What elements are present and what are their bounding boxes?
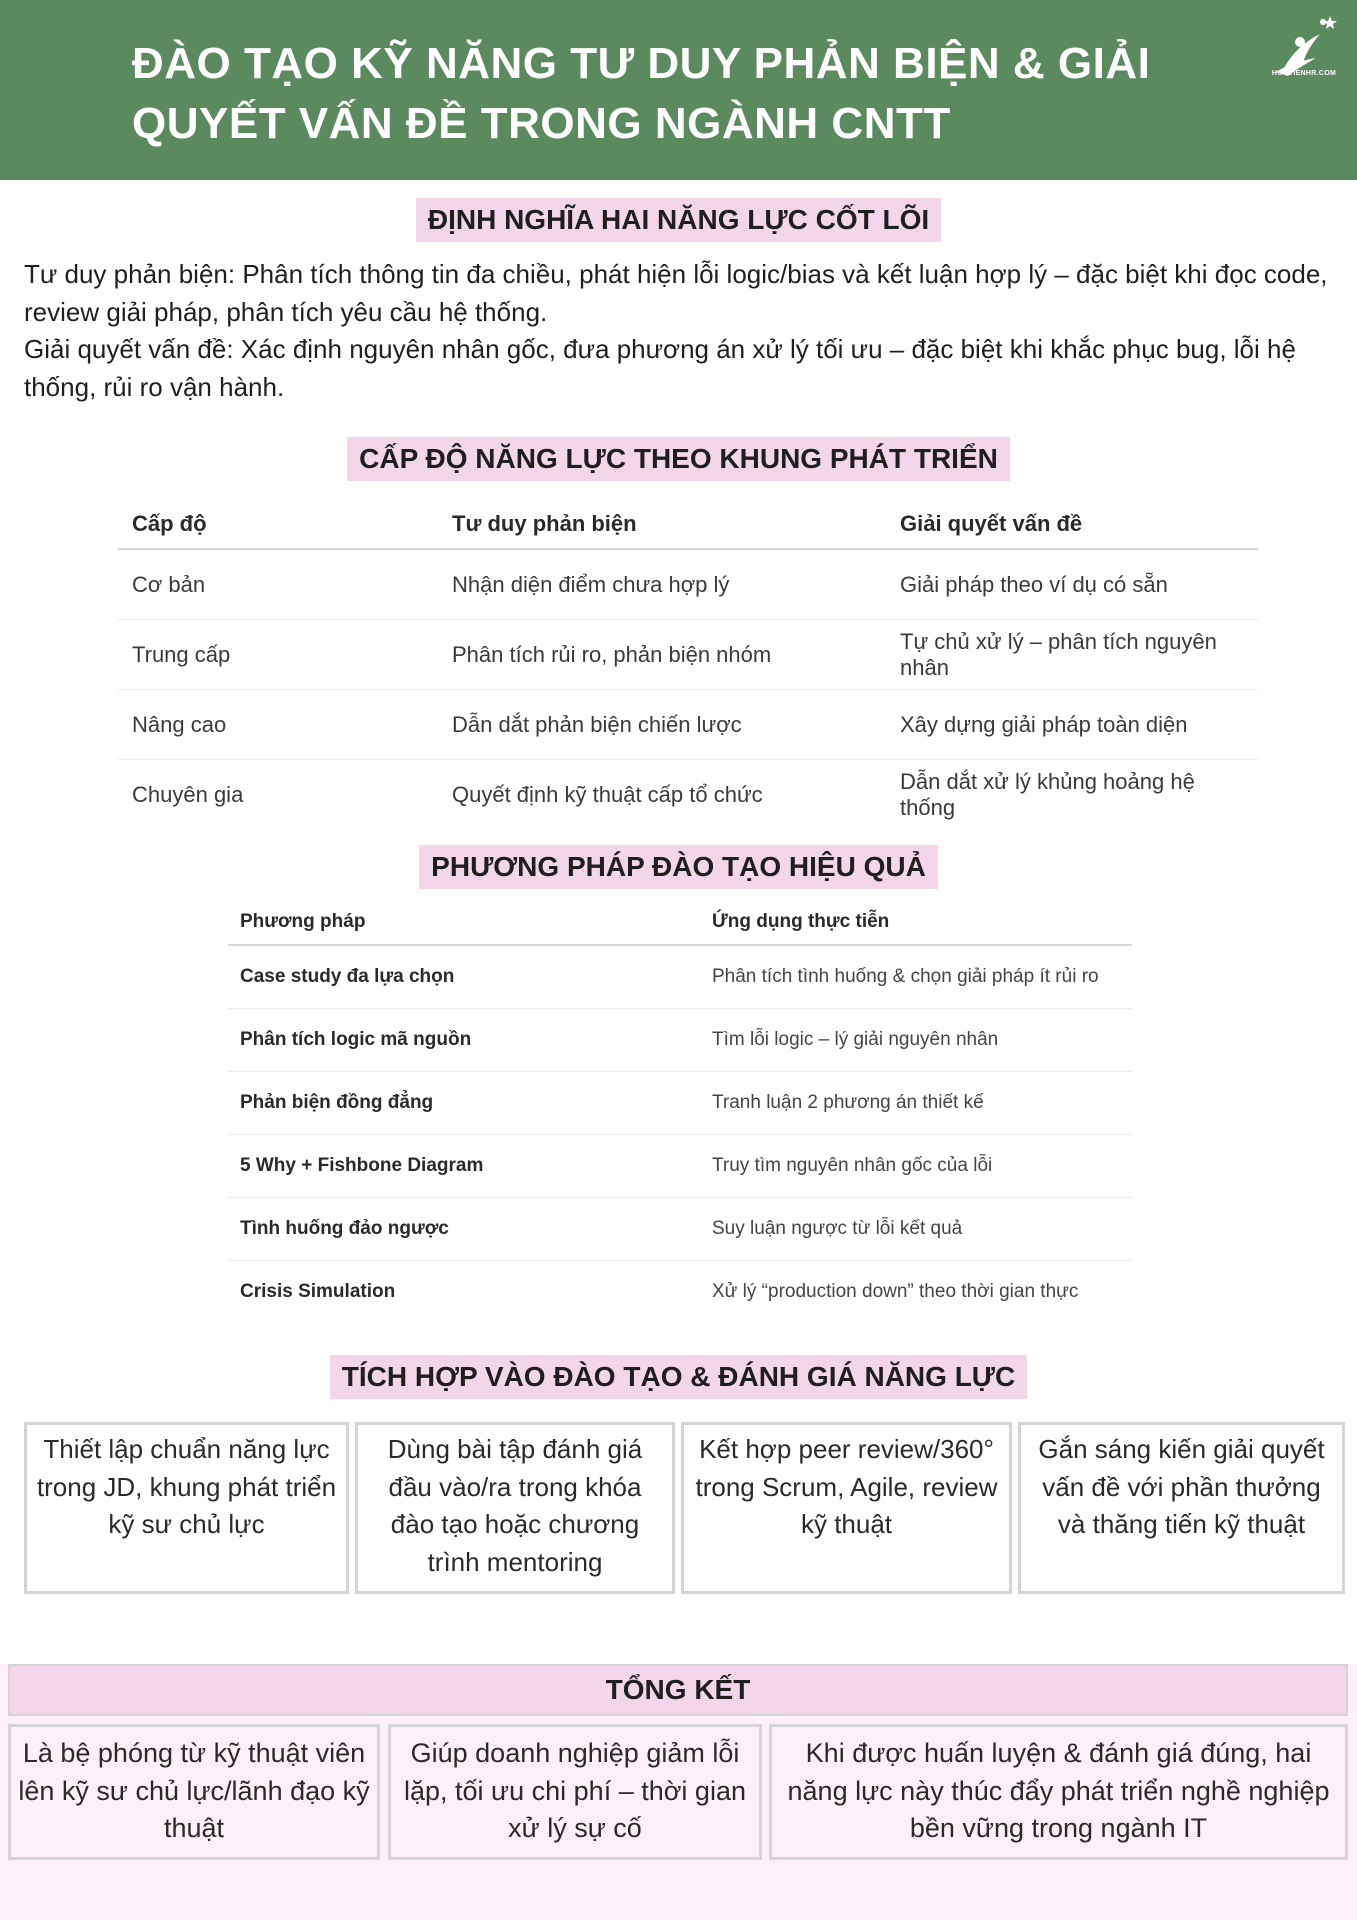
levels-heading-wrap [0, 437, 1357, 481]
table-cell: Giải pháp theo ví dụ có sẵn [886, 549, 1258, 620]
integration-heading-wrap [0, 1355, 1357, 1399]
table-header-row [118, 500, 1258, 549]
integration-heading: TÍCH HỢP VÀO ĐÀO TẠO & ĐÁNH GIÁ NĂNG LỰC [330, 1355, 1028, 1399]
table-cell: Phản biện đồng đẳng [228, 1072, 700, 1135]
table-row [118, 690, 1258, 760]
table-cell: 5 Why + Fishbone Diagram [228, 1135, 700, 1198]
page-title-line-1: ĐÀO TẠO KỸ NĂNG TƯ DUY PHẢN BIỆN & GIẢI [132, 39, 1151, 88]
logo-text: HOCVIENHR.COM [1271, 70, 1337, 77]
table-cell: Phân tích logic mã nguồn [228, 1009, 700, 1072]
levels-heading: CẤP ĐỘ NĂNG LỰC THEO KHUNG PHÁT TRIỂN [347, 437, 1010, 481]
critical-thinking-definition: Tư duy phản biện: Phân tích thông tin đa chiều, phát hiện lỗi logic/bias và kết luận hợp lý – đặc biệt khi đọc code, review giải pháp, phân tích yêu cầu hệ thống. [24, 259, 1328, 327]
table-row [118, 549, 1258, 620]
methods-heading-wrap [0, 845, 1357, 889]
header-banner [0, 0, 1357, 180]
column-header-method: Phương pháp [228, 900, 700, 945]
table-cell: Tìm lỗi logic – lý giải nguyên nhân [700, 1009, 1132, 1072]
table-row [228, 1198, 1132, 1261]
table-cell: Suy luận ngược từ lỗi kết quả [700, 1198, 1132, 1261]
table-header-row [228, 900, 1132, 945]
table-row [228, 945, 1132, 1009]
definitions-heading: ĐỊNH NGHĨA HAI NĂNG LỰC CỐT LÕI [416, 198, 941, 242]
table-cell: Quyết định kỹ thuật cấp tổ chức [452, 781, 763, 807]
page-title [132, 34, 1182, 154]
competency-levels-table [118, 500, 1258, 829]
summary-card: Khi được huấn luyện & đánh giá đúng, hai năng lực này thúc đẩy phát triển nghề nghiệp bền vững trong ngành IT [769, 1724, 1348, 1860]
table-cell: Truy tìm nguyên nhân gốc của lỗi [700, 1135, 1132, 1198]
definitions-text [24, 256, 1334, 406]
table-cell: Xây dựng giải pháp toàn diện [886, 690, 1258, 760]
table-cell: Dẫn dắt xử lý khủng hoảng hệ thống [900, 768, 1195, 820]
column-header-application: Ứng dụng thực tiễn [700, 900, 1132, 945]
table-cell: Tranh luận 2 phương án thiết kế [700, 1072, 1132, 1135]
table-cell: Cơ bản [118, 549, 438, 620]
table-cell: Phân tích rủi ro, phản biện nhóm [438, 620, 886, 690]
table-cell: Crisis Simulation [240, 1281, 396, 1302]
table-row [118, 620, 1258, 690]
table-cell: Tự chủ xử lý – phân tích nguyên nhân [886, 620, 1258, 690]
problem-solving-definition: Giải quyết vấn đề: Xác định nguyên nhân gốc, đưa phương án xử lý tối ưu – đặc biệt khi khắc phục bug, lỗi hệ thống, rủi ro vận hành. [24, 334, 1296, 402]
table-cell: Nâng cao [118, 690, 438, 760]
page-title-line-2: QUYẾT VẤN ĐỀ TRONG NGÀNH CNTT [132, 99, 951, 148]
table-row [228, 1261, 1132, 1324]
integration-card: Dùng bài tập đánh giá đầu vào/ra trong khóa đào tạo hoặc chương trình mentoring [355, 1422, 675, 1594]
table-cell: Phân tích tình huống & chọn giải pháp ít rủi ro [700, 945, 1132, 1009]
integration-card: Gắn sáng kiến giải quyết vấn đề với phần thưởng và thăng tiến kỹ thuật [1018, 1422, 1345, 1594]
table-row [228, 1135, 1132, 1198]
table-cell: Case study đa lựa chọn [228, 945, 700, 1009]
summary-heading: TỔNG KẾT [8, 1664, 1348, 1716]
table-row [228, 1009, 1132, 1072]
table-cell: Trung cấp [118, 620, 438, 690]
training-methods-table [228, 900, 1132, 1323]
integration-card: Kết hợp peer review/360° trong Scrum, Agile, review kỹ thuật [681, 1422, 1012, 1594]
table-cell: Tình huống đảo ngược [228, 1198, 700, 1261]
table-cell: Dẫn dắt phản biện chiến lược [438, 690, 886, 760]
column-header-level: Cấp độ [118, 500, 438, 549]
definitions-heading-wrap [0, 198, 1357, 242]
table-row [228, 1072, 1132, 1135]
summary-card: Là bệ phóng từ kỹ thuật viên lên kỹ sư chủ lực/lãnh đạo kỹ thuật [8, 1724, 380, 1860]
table-cell: Xử lý “production down” theo thời gian thực [712, 1281, 1079, 1302]
integration-card: Thiết lập chuẩn năng lực trong JD, khung phát triển kỹ sư chủ lực [24, 1422, 349, 1594]
table-row [118, 760, 1258, 830]
column-header-problem-solving: Giải quyết vấn đề [886, 500, 1258, 549]
table-cell: Nhận diện điểm chưa hợp lý [438, 549, 886, 620]
summary-card: Giúp doanh nghiệp giảm lỗi lặp, tối ưu chi phí – thời gian xử lý sự cố [388, 1724, 762, 1860]
methods-heading: PHƯƠNG PHÁP ĐÀO TẠO HIỆU QUẢ [419, 845, 938, 889]
table-cell: Chuyên gia [132, 781, 244, 807]
column-header-critical-thinking: Tư duy phản biện [438, 500, 886, 549]
